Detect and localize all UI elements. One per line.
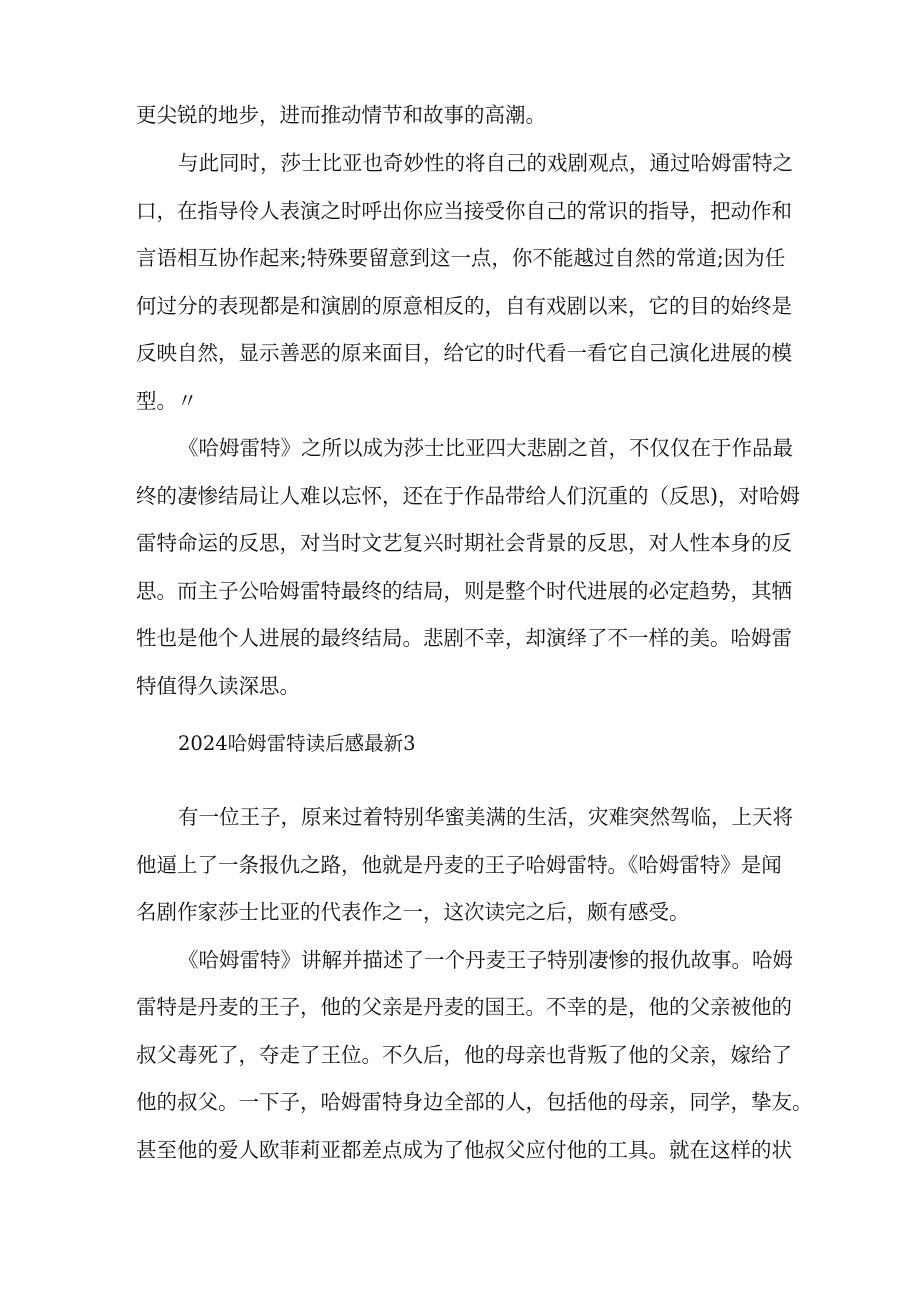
paragraph-line: 言语相互协作起来;特殊要留意到这一点，你不能越过自然的常道;因为任 [136,246,786,270]
paragraph-line: 终的凄惨结局让人难以忘怀，还在于作品带给人们沉重的（反思)，对哈姆 [136,484,800,508]
paragraph-line: 口，在指导伶人表演之时呼出你应当接受你自己的常识的指导，把动作和 [136,199,792,223]
paragraph-line: 有一位王子，原来过着特别华蜜美满的生活，灾难突然驾临，上天将 [178,805,793,829]
paragraph-line: 牲也是他个人进展的最终结局。悲剧不幸，却演绎了不一样的美。哈姆雷 [136,626,792,650]
paragraph-line: 叔父毒死了，夺走了王位。不久后，他的母亲也背叛了他的父亲，嫁给了 [136,1043,792,1067]
paragraph-line: 与此同时，莎士比亚也奇妙性的将自己的戏剧观点，通过哈姆雷特之 [178,151,793,175]
paragraph-line: 更尖锐的地步，进而推动情节和故事的高潮。 [136,103,546,127]
paragraph-line: 《哈姆雷特》之所以成为莎士比亚四大悲剧之首，不仅仅在于作品最 [178,436,793,460]
paragraph-line: 甚至他的爱人欧菲莉亚都差点成为了他叔父应付他的工具。就在这样的状 [136,1138,792,1162]
paragraph-line: 雷特命运的反思，对当时文艺复兴时期社会背景的反思，对人性本身的反 [136,531,792,555]
paragraph-line: 反映自然，显示善恶的原来面目，给它的时代看一看它自己演化进展的模 [136,341,792,365]
paragraph-line: 他的叔父。一下子，哈姆雷特身边全部的人，包括他的母亲，同学，挚友。 [136,1090,813,1114]
paragraph-line: 特值得久读深思。 [136,674,300,698]
paragraph-line: 型。〃 [136,389,198,413]
paragraph-line: 《哈姆雷特》讲解并描述了一个丹麦王子特别凄惨的报仇故事。哈姆 [178,948,793,972]
paragraph-line: 雷特是丹麦的王子，他的父亲是丹麦的国王。不幸的是，他的父亲被他的 [136,995,792,1019]
paragraph-line: 名剧作家莎士比亚的代表作之一，这次读完之后，颇有感受。 [136,900,690,924]
paragraph-line: 他逼上了一条报仇之路，他就是丹麦的王子哈姆雷特。《哈姆雷特》是闻 [136,853,782,877]
paragraph-line: 何过分的表现都是和演剧的原意相反的，自有戏剧以来，它的目的始终是 [136,294,792,318]
paragraph-line: 思。而主子公哈姆雷特最终的结局，则是整个时代进展的必定趋势，其牺 [136,579,792,603]
section-heading: 2024哈姆雷特读后感最新3 [178,732,416,755]
